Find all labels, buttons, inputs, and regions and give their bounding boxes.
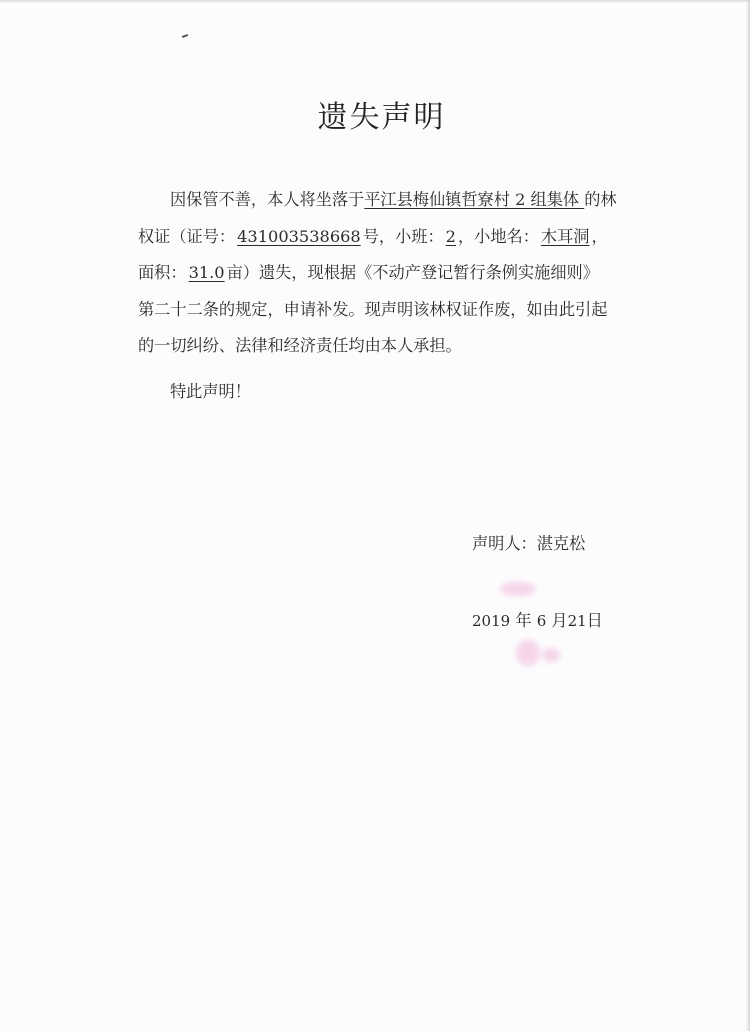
ink-smudge (516, 640, 540, 666)
line1-suffix: 的林 (584, 190, 617, 209)
scan-edge-right (746, 0, 750, 1031)
area-fill: 31.0 (188, 263, 225, 282)
sub-class-fill: 2 (445, 226, 456, 246)
body-line-1 (138, 182, 638, 219)
body-line-5: 的一切纠纷、法律和经济责任均由本人承担。 (138, 336, 462, 355)
line2-part3: ，小地名： (457, 226, 539, 246)
location-fill: 平江县梅仙镇哲寮村 2 组集体 (364, 190, 585, 209)
line2-part2: 号，小班： (362, 226, 444, 246)
line3-part1: 面积： (138, 263, 187, 282)
signing-date (472, 607, 603, 631)
place-name-fill: 木耳洞 (540, 226, 590, 246)
line3-part2: 亩）遗失，现根据《不动产登记暂行条例实施细则》 (226, 263, 599, 282)
date-day: 21 (567, 612, 587, 630)
certificate-number-fill: 431003538668 (237, 226, 361, 246)
document-title: 遗失声明 (317, 100, 446, 135)
body-line-2 (138, 219, 638, 256)
date-year: 2019 (472, 612, 511, 630)
closing-statement: 特此声明！ (170, 382, 251, 401)
line2-part1: 权证（证号： (138, 226, 236, 246)
line2-part4: ， (591, 226, 608, 246)
statement-body (138, 182, 638, 365)
ink-smudge (500, 582, 536, 596)
date-day-unit: 日 (586, 611, 603, 630)
signer-label: 声明人： (472, 534, 537, 553)
signer-name: 湛克松 (536, 534, 586, 553)
scan-edge-top (0, 0, 750, 3)
line1-prefix: 因保管不善，本人将坐落于 (170, 190, 365, 209)
signer-line (472, 530, 585, 554)
body-line-4: 第二十二条的规定，申请补发。现声明该林权证作废，如由此引起 (138, 299, 608, 319)
ink-speck (182, 34, 188, 38)
date-year-unit: 年 (515, 611, 532, 630)
date-month: 6 (536, 612, 547, 630)
ink-smudge (542, 648, 560, 662)
date-month-unit: 月 (551, 611, 568, 630)
body-line-3 (138, 255, 638, 292)
